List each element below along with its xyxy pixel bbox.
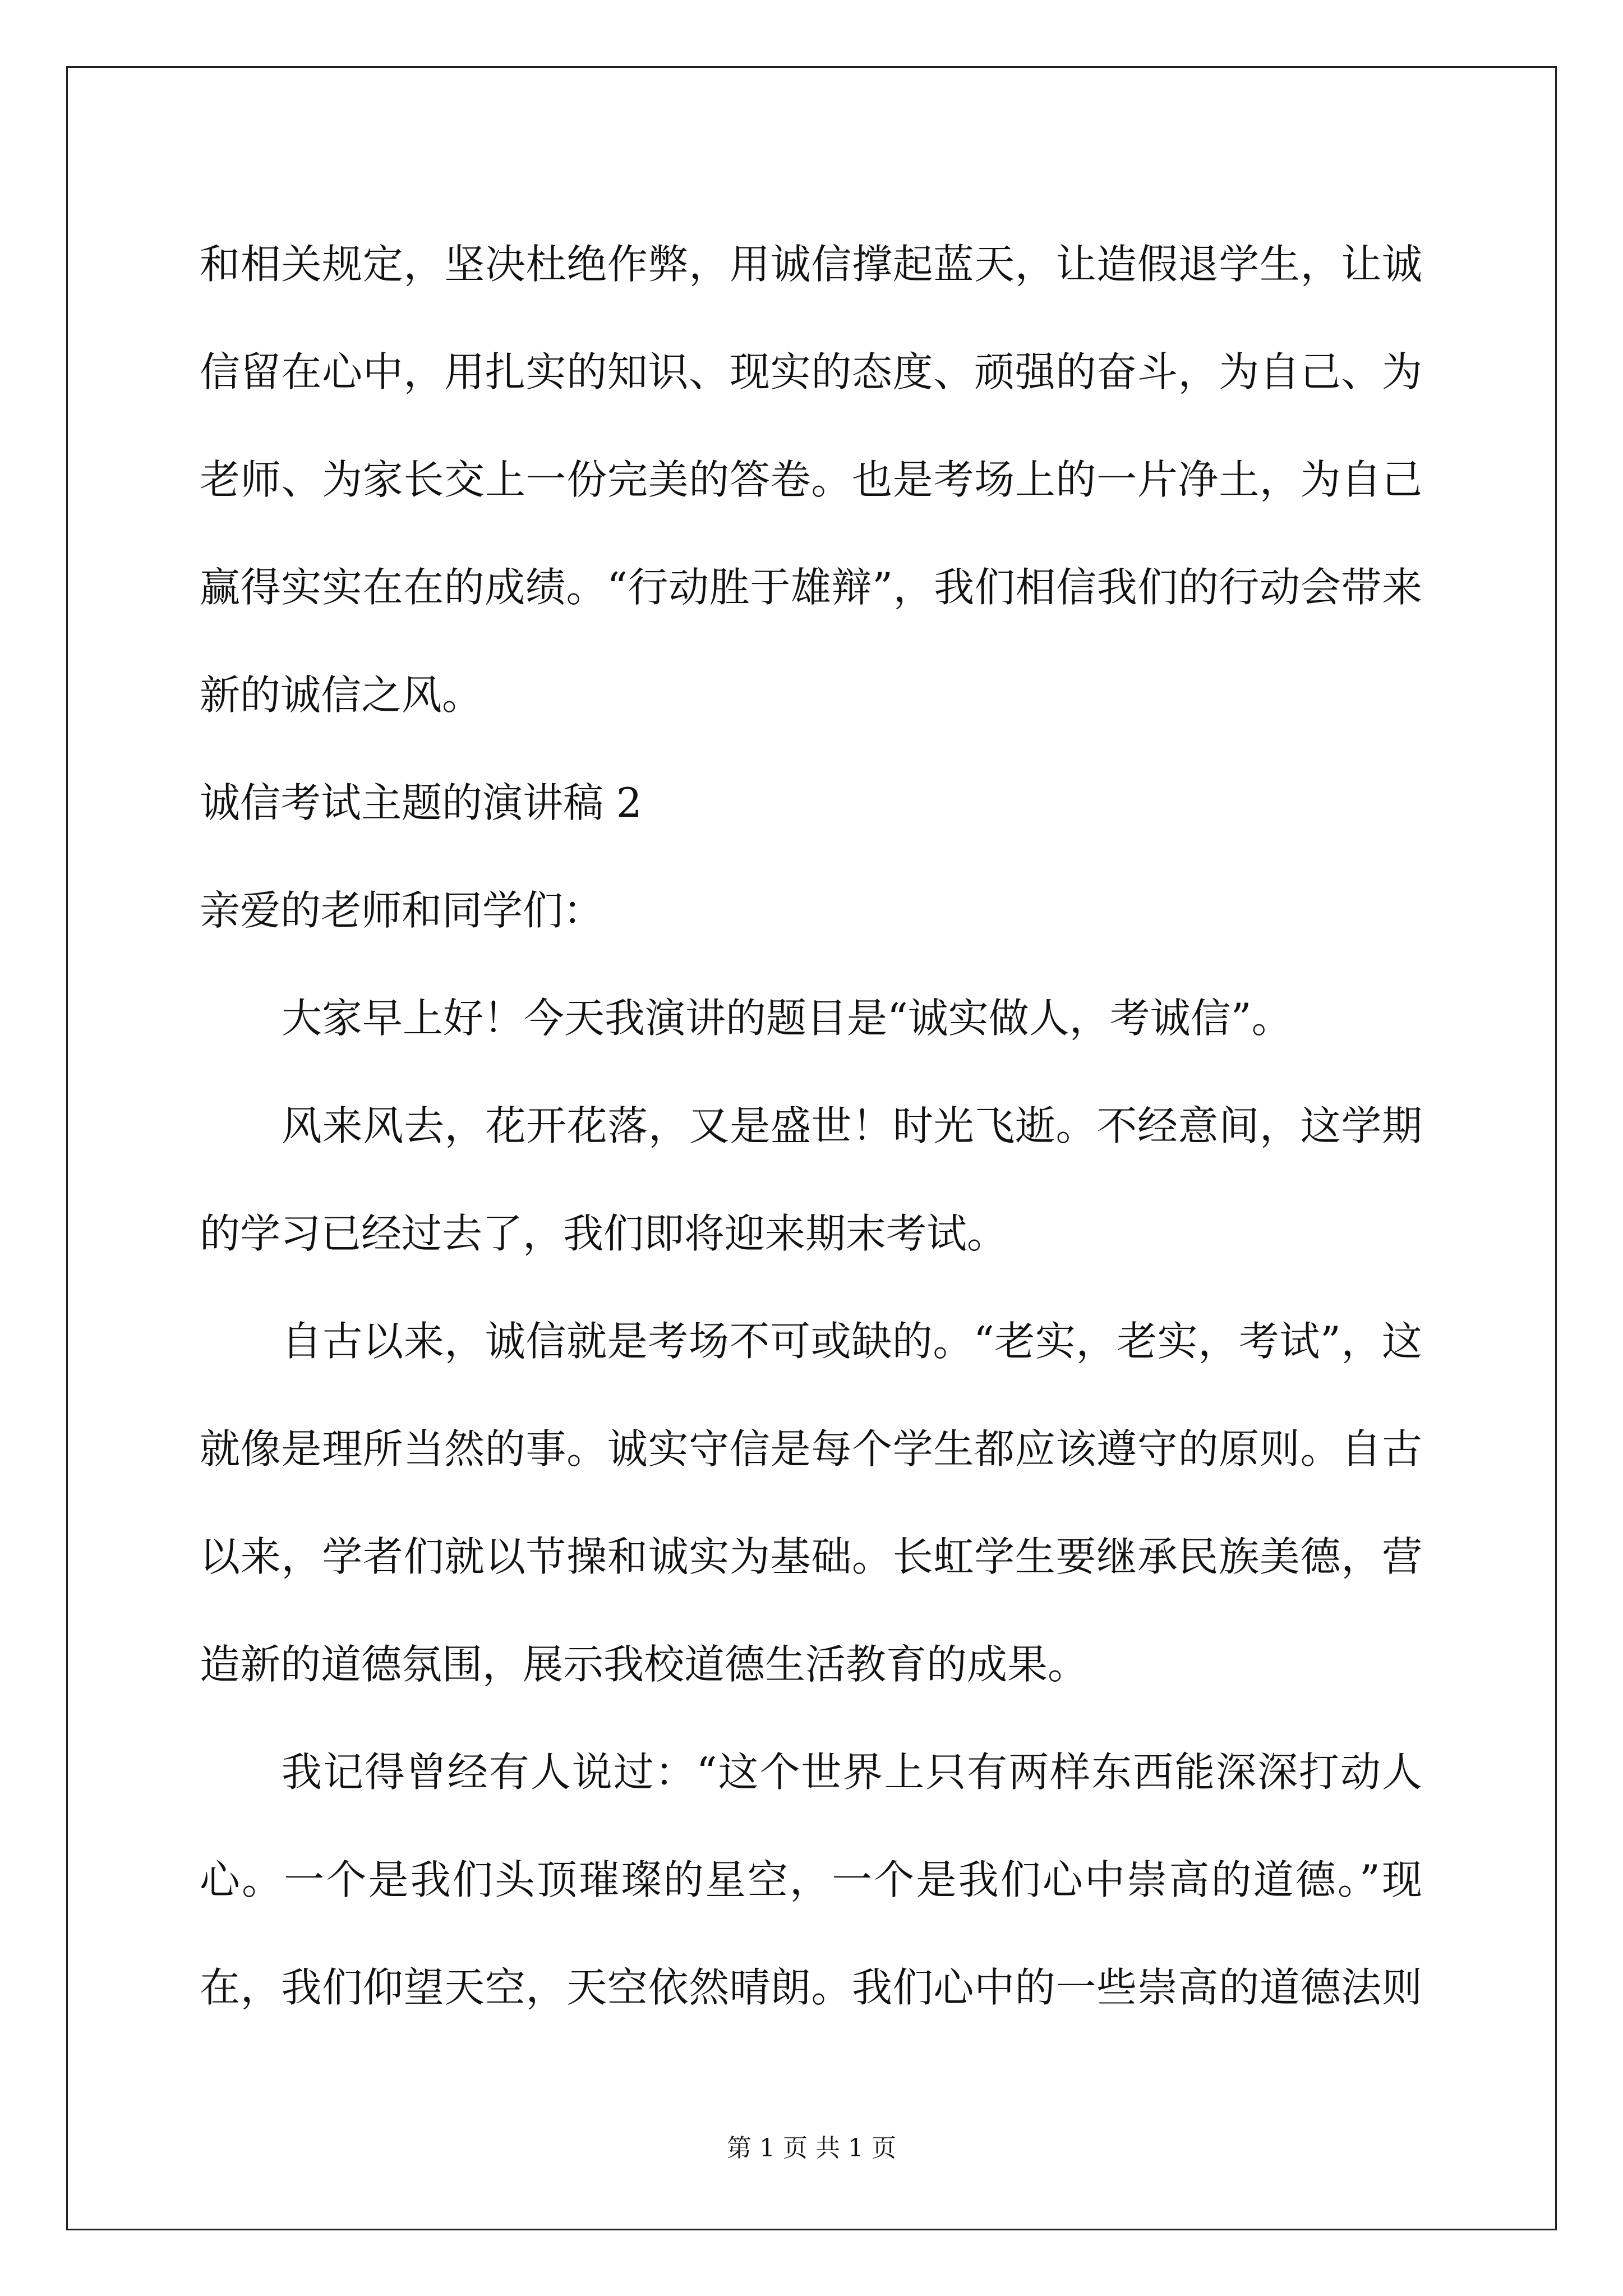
text-line: 我记得曾经有人说过：“这个世界上只有两样东西能深深打动人 — [282, 1749, 1422, 1796]
text-line: 造新的道德氛围，展示我校道德生活教育的成果。 — [200, 1641, 1089, 1688]
text-line: 自古以来，诚信就是考场不可或缺的。“老实，老实，考试”，这 — [282, 1318, 1422, 1365]
text-line: 以来，学者们就以节操和诚实为基础。长虹学生要继承民族美德，营 — [200, 1533, 1422, 1580]
text-line: 和相关规定，坚决杜绝作弊，用诚信撑起蓝天，让造假退学生，让诚 — [200, 241, 1422, 288]
section-heading: 诚信考试主题的演讲稿 2 — [200, 779, 642, 826]
text-line: 信留在心中，用扎实的知识、现实的态度、顽强的奋斗，为自己、为 — [200, 348, 1422, 395]
text-line: 赢得实实在在的成绩。“行动胜于雄辩”，我们相信我们的行动会带来 — [200, 564, 1422, 611]
page-footer: 第 1 页 共 1 页 — [727, 2134, 896, 2162]
text-line: 老师、为家长交上一份完美的答卷。也是考场上的一片净土，为自己 — [200, 456, 1422, 503]
text-line: 在，我们仰望天空，天空依然晴朗。我们心中的一些崇高的道德法则 — [200, 1964, 1422, 2011]
text-line: 风来风去，花开花落，又是盛世！时光飞逝。不经意间，这学期 — [282, 1102, 1422, 1149]
text-line: 就像是理所当然的事。诚实守信是每个学生都应该遵守的原则。自古 — [200, 1425, 1422, 1473]
text-line: 新的诚信之风。 — [200, 671, 483, 719]
text-line: 的学习已经过去了，我们即将迎来期末考试。 — [200, 1210, 1008, 1257]
salutation: 亲爱的老师和同学们： — [200, 887, 604, 934]
document-body — [200, 210, 1422, 2041]
text-line: 大家早上好！今天我演讲的题目是“诚实做人，考诚信”。 — [282, 995, 1292, 1042]
text-line: 心。一个是我们头顶璀璨的星空，一个是我们心中崇高的道德。”现 — [200, 1856, 1422, 1903]
